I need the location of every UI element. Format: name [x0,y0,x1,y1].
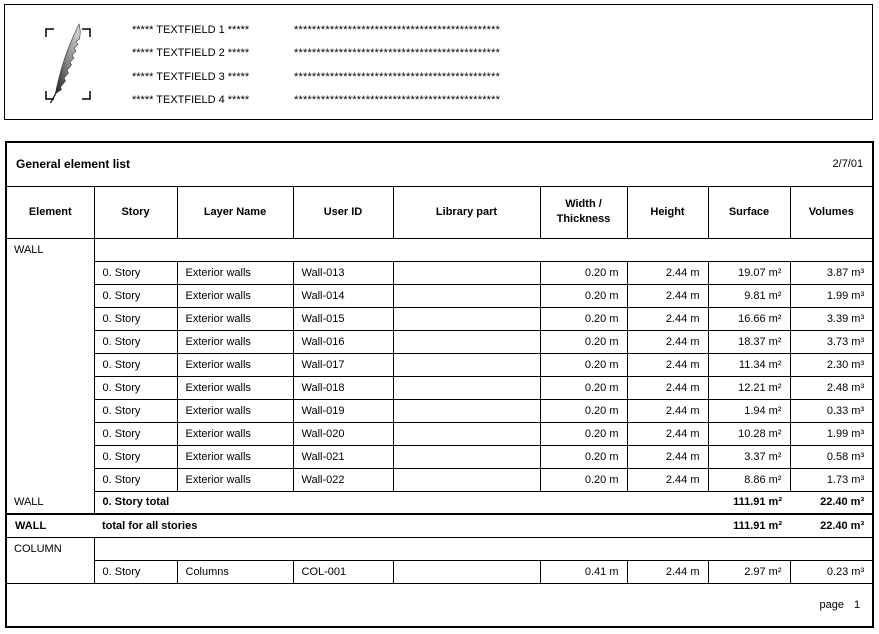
textfield-value: ********************************************** [294,94,501,107]
col-header-height: Height [627,186,708,238]
table-row [6,307,873,330]
column-group-row [6,537,873,560]
cell-user-id: Wall-017 [293,353,393,376]
story-total-volume: 22.40 m³ [790,491,873,514]
cell-height: 2.44 m [627,353,708,376]
cell-story: 0. Story [94,307,177,330]
cell-library-part [393,445,540,468]
cell-user-id: Wall-014 [293,284,393,307]
cell-volume: 3.73 m³ [790,330,873,353]
cell-width: 0.20 m [540,376,627,399]
cell-surface: 18.37 m² [708,330,790,353]
cell-story: 0. Story [94,376,177,399]
table-row [6,284,873,307]
element-group-cell-wall [6,238,94,514]
col-header-volumes: Volumes [790,186,873,238]
story-total-surface: 111.91 m² [708,491,790,514]
wall-story-total-row [6,491,873,514]
cell-library-part [393,468,540,491]
page-footer [6,583,873,627]
cell-volume: 2.30 m³ [790,353,873,376]
cell-surface: 11.34 m² [708,353,790,376]
element-group-cell-column [6,537,94,583]
cell-height: 2.44 m [627,307,708,330]
cell-story: 0. Story [94,399,177,422]
cell-surface: 19.07 m² [708,261,790,284]
grand-total-volume: 22.40 m³ [790,514,873,537]
cell-volume: 0.33 m³ [790,399,873,422]
col-header-layer-name: Layer Name [177,186,293,238]
textfield-value: ********************************************** [294,70,501,83]
textfield-row [132,42,500,66]
table-row [6,261,873,284]
table-row [6,422,873,445]
cell-volume: 3.87 m³ [790,261,873,284]
cell-width: 0.20 m [540,445,627,468]
wall-group-row [6,238,873,261]
feather-logo-icon [43,17,93,114]
grand-total-surface: 111.91 m² [708,514,790,537]
cell-width: 0.20 m [540,284,627,307]
cell-surface: 10.28 m² [708,422,790,445]
cell-layer: Exterior walls [177,399,293,422]
cell-width: 0.20 m [540,422,627,445]
cell-story: 0. Story [94,422,177,445]
cell-layer: Exterior walls [177,353,293,376]
cell-volume: 1.73 m³ [790,468,873,491]
cell-surface: 8.86 m² [708,468,790,491]
col-header-user-id: User ID [293,186,393,238]
textfield-label: ***** TEXTFIELD 3 ***** [132,70,250,83]
column-group-label: COLUMN [14,542,62,555]
cell-height: 2.44 m [627,560,708,583]
table-row [6,399,873,422]
cell-library-part [393,353,540,376]
cell-story: 0. Story [94,330,177,353]
cell-layer: Exterior walls [177,284,293,307]
textfield-value: ********************************************** [294,23,501,36]
cell-height: 2.44 m [627,376,708,399]
cell-layer: Columns [177,560,293,583]
story-total-label: 0. Story total [94,491,708,514]
cell-user-id: Wall-022 [293,468,393,491]
cell-user-id: Wall-020 [293,422,393,445]
cell-height: 2.44 m [627,422,708,445]
report-date: 2/7/01 [832,158,864,171]
cell-volume: 1.99 m³ [790,422,873,445]
cell-height: 2.44 m [627,445,708,468]
cell-height: 2.44 m [627,468,708,491]
cell-surface: 16.66 m² [708,307,790,330]
cell-story: 0. Story [94,560,177,583]
cell-layer: Exterior walls [177,307,293,330]
wall-story-total-element-label: WALL [14,496,44,508]
cell-story: 0. Story [94,261,177,284]
cell-width: 0.20 m [540,330,627,353]
cell-user-id: Wall-013 [293,261,393,284]
cell-height: 2.44 m [627,330,708,353]
table-row [6,330,873,353]
cell-library-part [393,399,540,422]
cell-user-id: Wall-018 [293,376,393,399]
cell-surface: 12.21 m² [708,376,790,399]
cell-volume: 0.23 m³ [790,560,873,583]
cell-volume: 0.58 m³ [790,445,873,468]
cell-surface: 3.37 m² [708,445,790,468]
element-list-table [5,141,874,628]
col-header-width-thickness: Width / Thickness [540,186,627,238]
textfield-label: ***** TEXTFIELD 1 ***** [132,23,250,36]
wall-group-strip [94,238,873,261]
textfield-value: ********************************************** [294,47,501,60]
textfield-row [132,18,500,42]
cell-library-part [393,307,540,330]
cell-story: 0. Story [94,445,177,468]
cell-width: 0.20 m [540,261,627,284]
cell-story: 0. Story [94,353,177,376]
cell-story: 0. Story [94,284,177,307]
cell-width: 0.20 m [540,468,627,491]
cell-layer: Exterior walls [177,330,293,353]
letterhead-fields [132,18,500,112]
cell-user-id: COL-001 [293,560,393,583]
cell-width: 0.20 m [540,399,627,422]
grand-total-label: total for all stories [94,514,708,537]
cell-surface: 2.97 m² [708,560,790,583]
cell-height: 2.44 m [627,261,708,284]
cell-library-part [393,261,540,284]
cell-height: 2.44 m [627,284,708,307]
cell-height: 2.44 m [627,399,708,422]
cell-layer: Exterior walls [177,376,293,399]
letterhead-box [4,4,873,120]
col-header-story: Story [94,186,177,238]
cell-layer: Exterior walls [177,422,293,445]
table-row [6,445,873,468]
title-row [6,142,873,186]
column-group-strip [94,537,873,560]
table-row [6,376,873,399]
cell-surface: 1.94 m² [708,399,790,422]
cell-user-id: Wall-019 [293,399,393,422]
cell-layer: Exterior walls [177,445,293,468]
col-header-surface: Surface [708,186,790,238]
cell-width: 0.20 m [540,353,627,376]
cell-library-part [393,376,540,399]
textfield-label: ***** TEXTFIELD 4 ***** [132,94,250,107]
footer-row [6,583,873,627]
cell-volume: 2.48 m³ [790,376,873,399]
cell-library-part [393,560,540,583]
cell-user-id: Wall-016 [293,330,393,353]
column-header-row [6,186,873,238]
cell-width: 0.41 m [540,560,627,583]
col-header-library-part: Library part [393,186,540,238]
cell-layer: Exterior walls [177,261,293,284]
cell-story: 0. Story [94,468,177,491]
report-title: General element list [16,157,131,172]
wall-grand-total-row [6,514,873,537]
page-label: page [819,598,844,611]
cell-volume: 3.39 m³ [790,307,873,330]
cell-volume: 1.99 m³ [790,284,873,307]
cell-user-id: Wall-021 [293,445,393,468]
cell-user-id: Wall-015 [293,307,393,330]
table-row [6,560,873,583]
cell-layer: Exterior walls [177,468,293,491]
textfield-row [132,65,500,89]
cell-library-part [393,330,540,353]
table-row [6,353,873,376]
grand-total-element: WALL [6,514,94,537]
cell-surface: 9.81 m² [708,284,790,307]
cell-library-part [393,284,540,307]
page-number: 1 [853,598,861,611]
textfield-label: ***** TEXTFIELD 2 ***** [132,47,250,60]
wall-group-label: WALL [14,243,44,256]
table-row [6,468,873,491]
textfield-row [132,89,500,113]
cell-library-part [393,422,540,445]
cell-width: 0.20 m [540,307,627,330]
title-cell [6,142,873,186]
col-header-element: Element [6,186,94,238]
